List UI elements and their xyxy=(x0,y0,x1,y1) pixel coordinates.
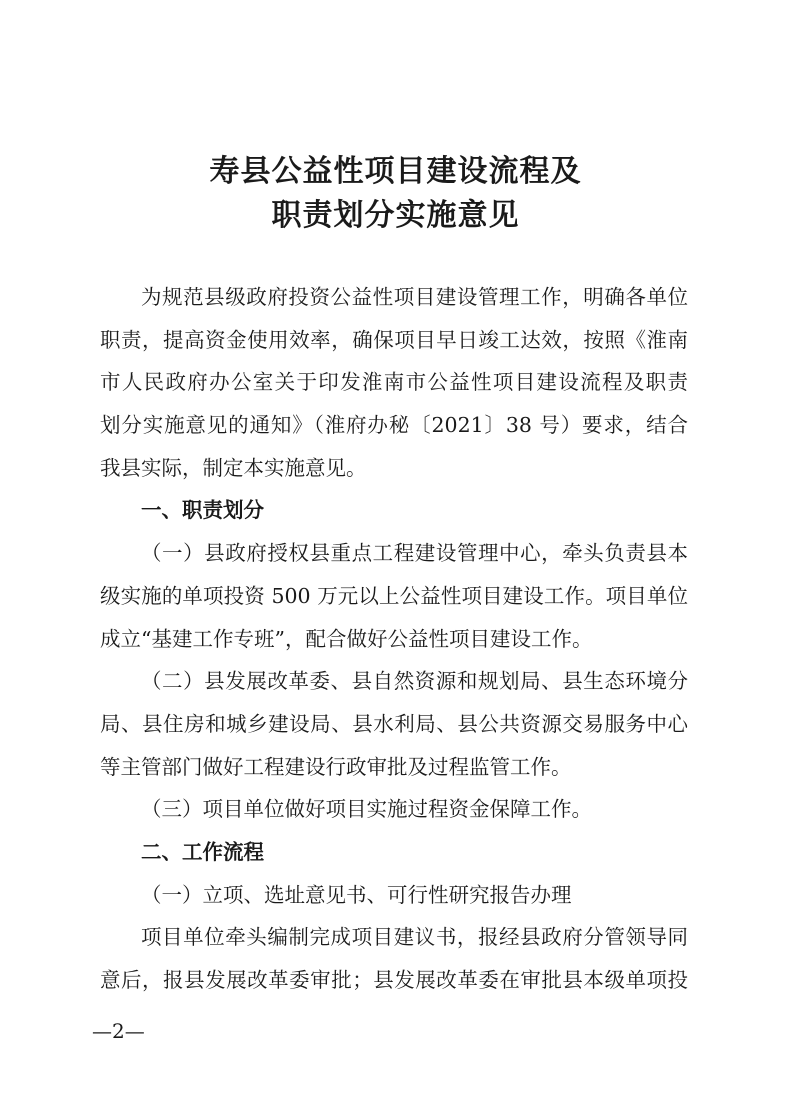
paragraph-line: 意后，报县发展改革委审批；县发展改革委在审批县本级单项投 xyxy=(100,968,688,992)
document-title-line-1: 寿县公益性项目建设流程及 xyxy=(209,154,582,189)
subsection-heading: （一）立项、选址意见书、可行性研究报告办理 xyxy=(141,883,572,907)
section-heading: 二、工作流程 xyxy=(141,840,264,864)
section-heading: 一、职责划分 xyxy=(141,498,264,522)
paragraph-line: （一）县政府授权县重点工程建设管理中心，牵头负责县本 xyxy=(141,541,688,565)
paragraph-line: 为规范县级政府投资公益性项目建设管理工作，明确各单位 xyxy=(141,285,688,309)
document-title-line-2: 职责划分实施意见 xyxy=(271,198,520,233)
paragraph-line: 我县实际，制定本实施意见。 xyxy=(100,456,367,480)
paragraph-line: 职责，提高资金使用效率，确保项目早日竣工达效，按照《淮南 xyxy=(100,328,688,352)
paragraph-line: 项目单位牵头编制完成项目建议书，报经县政府分管领导同 xyxy=(141,925,688,949)
paragraph-line: 成立“基建工作专班”，配合做好公益性项目建设工作。 xyxy=(100,627,593,651)
paragraph-line: 市人民政府办公室关于印发淮南市公益性项目建设流程及职责 xyxy=(100,370,688,394)
page-number: —2— xyxy=(92,1019,145,1043)
paragraph-line: （二）县发展改革委、县自然资源和规划局、县生态环境分 xyxy=(141,669,688,693)
paragraph-line: 划分实施意见的通知》（淮府办秘〔2021〕38 号）要求，结合 xyxy=(100,413,688,437)
paragraph-line: 等主管部门做好工程建设行政审批及过程监管工作。 xyxy=(100,755,572,779)
paragraph-line: 级实施的单项投资 500 万元以上公益性项目建设工作。项目单位 xyxy=(100,584,688,608)
paragraph-line: （三）项目单位做好项目实施过程资金保障工作。 xyxy=(141,797,592,821)
paragraph-line: 局、县住房和城乡建设局、县水利局、县公共资源交易服务中心 xyxy=(100,712,688,736)
